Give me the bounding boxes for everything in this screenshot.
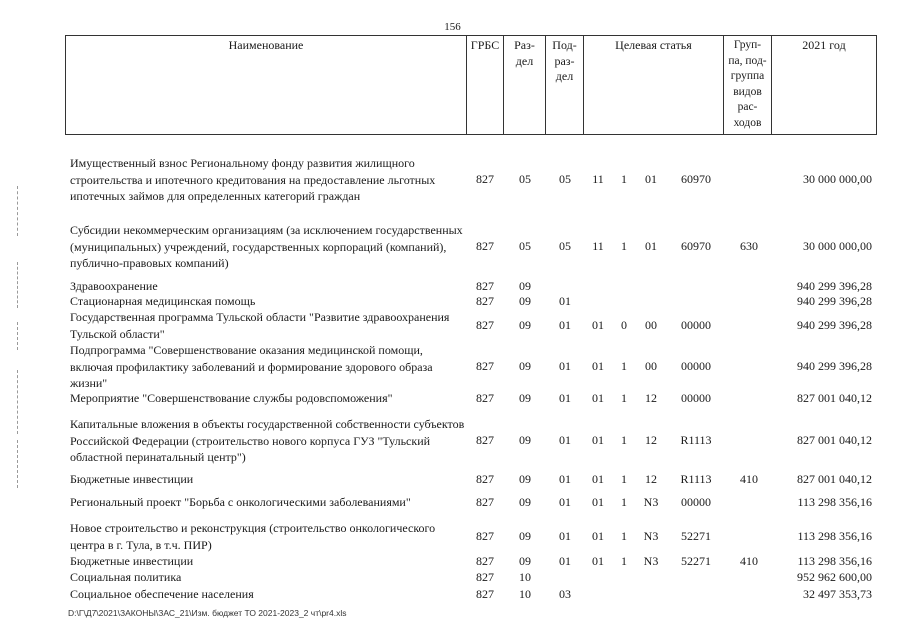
row-d: 00000 (681, 318, 711, 332)
row-a: 01 (592, 318, 604, 332)
row-pr: 01 (559, 433, 571, 448)
row-rz: 09 (519, 293, 531, 308)
row-name: Капитальные вложения в объекты государственной собственности субъектов Российской Федерации (строительство нового корпуса ГУЗ "Тульский областной перинатальный центр") (70, 417, 465, 464)
row-rz: 09 (519, 529, 531, 543)
row-b: 1 (621, 172, 627, 187)
row-grbs: 827 (476, 569, 494, 584)
row-d: 00000 (681, 494, 711, 509)
row-d: 60970 (681, 172, 711, 187)
row-pr: 01 (559, 359, 571, 374)
row-rz: 09 (519, 359, 531, 374)
row-rz: 10 (519, 586, 531, 601)
row-a: 11 (592, 239, 604, 254)
row-vr: 410 (740, 553, 758, 568)
row-grbs: 827 (476, 318, 494, 332)
row-name: Бюджетные инвестиции (70, 472, 194, 486)
row-a: 01 (592, 433, 604, 448)
row-name: Новое строительство и реконструкция (строительство онкологического центра в г. Тула, в т.ч. ПИР) (70, 521, 436, 552)
row-b: 1 (621, 494, 627, 509)
row-b: 1 (621, 239, 627, 254)
row-name: Мероприятие "Совершенствование службы родовспоможения" (70, 391, 393, 405)
row-c: 00 (645, 318, 657, 332)
file-path-footer: D:\Г\Д7\2021\ЗАКОНЫ\ЗАС_21\Изм. бюджет ТО 2021-2023_2 чт\pr4.xls (68, 608, 347, 618)
row-name: Подпрограмма "Совершенствование оказания медицинской помощи, включая профилактику заболеваний и формирование здорового образа жизни" (70, 343, 433, 390)
row-b: 1 (621, 390, 627, 405)
header-podrazdel: Под- раз- дел (552, 38, 577, 83)
row-grbs: 827 (476, 494, 494, 509)
row-pr: 01 (559, 529, 571, 543)
margin-scan-mark (17, 322, 18, 350)
row-c: 01 (645, 172, 657, 187)
row-name: Субсидии некоммерческим организациям (за исключением государственных (муниципальных) учреждений, государственных корпораций (компаний), публично-правовых компаний) (70, 223, 463, 270)
row-grbs: 827 (476, 293, 494, 308)
row-rz: 09 (519, 390, 531, 405)
row-amount: 827 001 040,12 (797, 471, 872, 486)
row-c: 12 (645, 390, 657, 405)
row-a: 11 (592, 172, 604, 187)
row-pr: 05 (559, 172, 571, 187)
row-rz: 09 (519, 494, 531, 509)
row-pr: 01 (559, 494, 571, 509)
row-pr: 01 (559, 318, 571, 332)
row-a: 01 (592, 359, 604, 374)
row-name: Социальная политика (70, 570, 182, 584)
row-d: R1113 (680, 433, 712, 448)
row-amount: 113 298 356,16 (797, 529, 872, 543)
row-rz: 10 (519, 569, 531, 584)
margin-scan-mark (17, 262, 18, 308)
row-d: R1113 (680, 471, 712, 486)
row-a: 01 (592, 494, 604, 509)
row-name: Здравоохранение (70, 279, 158, 293)
row-c: N3 (643, 529, 659, 543)
row-c: 01 (645, 239, 657, 254)
row-pr: 01 (559, 471, 571, 486)
row-name: Бюджетные инвестиции (70, 554, 194, 568)
row-rz: 09 (519, 471, 531, 486)
row-amount: 952 962 600,00 (797, 569, 872, 584)
row-pr: 01 (559, 553, 571, 568)
row-d: 60970 (681, 239, 711, 254)
row-pr: 05 (559, 239, 571, 254)
row-amount: 30 000 000,00 (803, 239, 872, 254)
row-grbs: 827 (476, 239, 494, 254)
row-grbs: 827 (476, 529, 494, 543)
row-rz: 09 (519, 433, 531, 448)
row-amount: 113 298 356,16 (797, 553, 872, 568)
row-name: Региональный проект "Борьба с онкологическими заболеваниями" (70, 495, 411, 509)
row-amount: 940 299 396,28 (797, 278, 872, 293)
row-pr: 03 (559, 586, 571, 601)
row-vr: 630 (740, 239, 758, 254)
row-a: 01 (592, 471, 604, 486)
row-grbs: 827 (476, 586, 494, 601)
header-year-2021: 2021 год (802, 38, 846, 52)
row-b: 1 (621, 529, 627, 543)
row-grbs: 827 (476, 359, 494, 374)
row-d: 00000 (681, 390, 711, 405)
row-b: 1 (621, 433, 627, 448)
row-b: 0 (621, 318, 627, 332)
row-amount: 827 001 040,12 (797, 433, 872, 448)
row-b: 1 (621, 553, 627, 568)
row-b: 1 (621, 359, 627, 374)
header-target-article: Целевая статья (615, 38, 692, 52)
row-amount: 940 299 396,28 (797, 293, 872, 308)
row-d: 52271 (681, 553, 711, 568)
row-grbs: 827 (476, 471, 494, 486)
row-vr: 410 (740, 471, 758, 486)
row-c: N3 (643, 553, 659, 568)
header-grbs: ГРБС (470, 38, 500, 52)
row-grbs: 827 (476, 278, 494, 293)
row-amount: 30 000 000,00 (803, 172, 872, 187)
row-name: Стационарная медицинская помощь (70, 294, 256, 308)
row-d: 52271 (681, 529, 711, 543)
row-c: 00 (645, 359, 657, 374)
row-name: Имущественный взнос Региональному фонду развития жилищного строительства и ипотечного кредитования на предоставление льготных ипотечных займов для определенных категорий граждан (70, 156, 436, 203)
margin-scan-mark (17, 186, 18, 236)
row-grbs: 827 (476, 553, 494, 568)
row-rz: 05 (519, 239, 531, 254)
row-b: 1 (621, 471, 627, 486)
row-amount: 32 497 353,73 (803, 586, 872, 601)
row-amount: 113 298 356,16 (797, 494, 872, 509)
header-name: Наименование (228, 38, 304, 52)
page-number: 156 (444, 21, 461, 33)
row-name: Социальное обеспечение населения (70, 587, 254, 601)
row-pr: 01 (559, 293, 571, 308)
header-razdel: Раз- дел (514, 38, 535, 68)
margin-scan-mark (17, 370, 18, 434)
row-a: 01 (592, 529, 604, 543)
row-rz: 09 (519, 318, 531, 332)
row-rz: 09 (519, 553, 531, 568)
row-rz: 05 (519, 172, 531, 187)
row-c: 12 (645, 433, 657, 448)
row-grbs: 827 (476, 172, 494, 187)
row-amount: 940 299 396,28 (797, 318, 872, 332)
row-rz: 09 (519, 278, 531, 293)
row-grbs: 827 (476, 433, 494, 448)
row-c: 12 (645, 471, 657, 486)
row-d: 00000 (681, 359, 711, 374)
header-expense-group: Груп- па, под- группа видов рас- ходов (728, 39, 767, 129)
row-amount: 827 001 040,12 (797, 390, 872, 405)
row-amount: 940 299 396,28 (797, 359, 872, 374)
row-grbs: 827 (476, 390, 494, 405)
row-a: 01 (592, 390, 604, 405)
margin-scan-mark (17, 440, 18, 488)
row-c: N3 (643, 494, 659, 509)
row-pr: 01 (559, 390, 571, 405)
row-a: 01 (592, 553, 604, 568)
row-name: Государственная программа Тульской области "Развитие здравоохранения Тульской области" (70, 310, 450, 341)
